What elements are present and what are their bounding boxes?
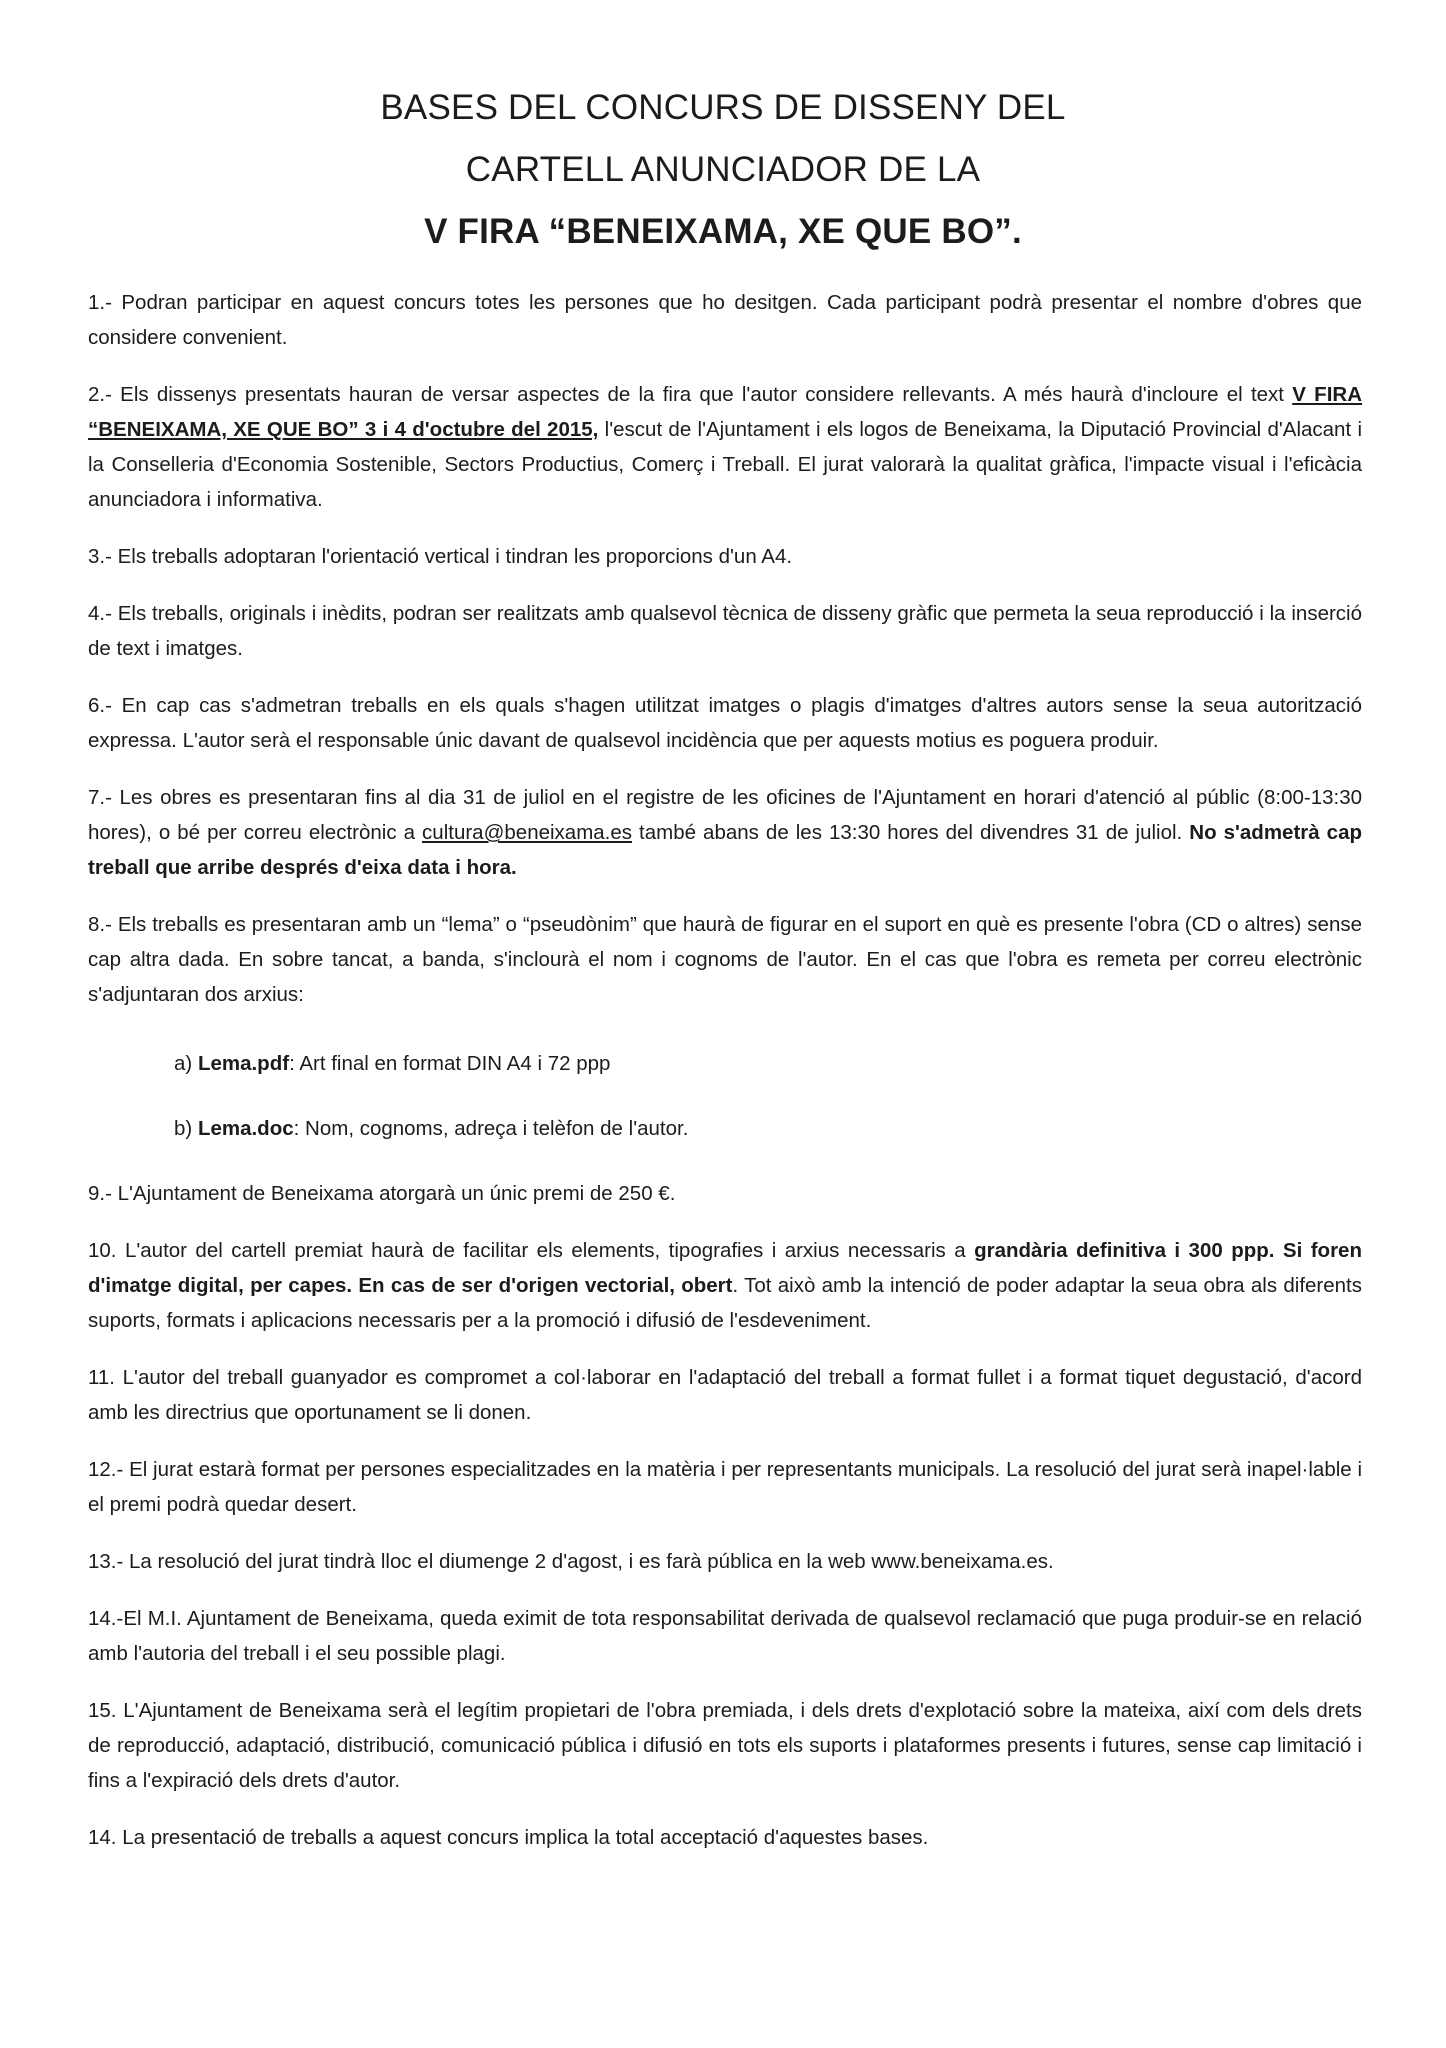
- clause-10: [88, 1233, 1362, 1338]
- clause-6: 6.- En cap cas s'admetran treballs en els quals s'hagen utilitzat imatges o plagis d'imatges d'altres autors sense la seua autorització expressa. L'autor serà el responsable únic davant de qualsevol incidència que per aquests motius es poguera produir.: [88, 694, 1362, 752]
- clause-4: 4.- Els treballs, originals i inèdits, podran ser realitzats amb qualsevol tècnica de disseny gràfic que permeta la seua reproducció i la inserció de text i imatges.: [88, 602, 1362, 660]
- document-title-line-3: V FIRA “BENEIXAMA, XE QUE BO”.: [424, 212, 1022, 251]
- clause-3: 3.- Els treballs adoptaran l'orientació vertical i tindran les proporcions d'un A4.: [88, 545, 793, 568]
- email-link[interactable]: cultura@beneixama.es: [422, 821, 633, 844]
- file-b-description: : Nom, cognoms, adreça i telèfon de l'autor.: [293, 1117, 689, 1140]
- clause-2-text-a: 2.- Els dissenys presentats hauran de versar aspectes de la fira que l'autor considere rellevants. A més haurà d'incloure el text: [88, 383, 1293, 406]
- file-b-name: Lema.doc: [197, 1117, 294, 1140]
- clause-7-text-a: 7.- Les obres es presentaran fins al dia 31 de juliol en el registre de les oficines de l'Ajuntament en horari d'atenció al públic (8:00-13:30 hores), o bé per correu electrònic a: [88, 786, 1362, 844]
- clause-7-deadline-note: No s'admetrà cap treball que arribe després d'eixa data i hora.: [88, 821, 1363, 879]
- clause-8: 8.- Els treballs es presentaran amb un “lema” o “pseudònim” que haurà de figurar en el suport en què es presente l'obra (CD o altres) sense cap altra dada. En sobre tancat, a banda, s'inclourà el nom i cognoms de l'autor. En el cas que l'obra es remeta per correu electrònic s'adjuntaran dos arxius:: [88, 913, 1362, 1006]
- clause-11: 11. L'autor del treball guanyador es compromet a col·laborar en l'adaptació del treball a format fullet i a format tiquet degustació, d'acord amb les directrius que oportunament se li donen.: [88, 1366, 1362, 1424]
- clause-2-text-b: l'escut de l'Ajuntament i els logos de Beneixama, la Diputació Provincial d'Alacant i la Conselleria d'Economia Sostenible, Sectors Productius, Comerç i Treball. El jurat valorarà la qualitat gràfica, l'impacte visual i l'eficàcia anunciadora i informativa.: [88, 418, 1362, 511]
- clause-7-text-b: també abans de les 13:30 hores del divendres 31 de juliol.: [632, 821, 1190, 844]
- clause-10-text-a: 10. L'autor del cartell premiat haurà de facilitar els elements, tipografies i arxius necessaris a: [88, 1239, 975, 1262]
- clause-2-required-text: V FIRA “BENEIXAMA, XE QUE BO” 3 i 4 d'octubre del 2015,: [88, 383, 1362, 441]
- document-title-line-2: CARTELL ANUNCIADOR DE LA: [465, 150, 981, 189]
- clause-13: 13.- La resolució del jurat tindrà lloc el diumenge 2 d'agost, i es farà pública en la web www.beneixama.es.: [88, 1550, 1054, 1573]
- clause-8-file-b: [88, 1111, 1362, 1146]
- file-a-name: Lema.pdf: [197, 1052, 290, 1075]
- clause-10-text-b: . Tot això amb la intenció de poder adaptar la seua obra als diferents suports, formats i aplicacions necessaris per a la promoció i difusió de l'esdeveniment.: [88, 1274, 1362, 1332]
- clause-7: [88, 780, 1362, 885]
- clause-8-file-a: [88, 1046, 1362, 1081]
- file-a-description: : Art final en format DIN A4 i 72 ppp: [289, 1052, 611, 1075]
- clause-15: 15. L'Ajuntament de Beneixama serà el legítim propietari de l'obra premiada, i dels drets d'explotació sobre la mateixa, així com dels drets de reproducció, adaptació, distribució, comunicació pública i difusió en tots els suports i plataformes presents i futures, sense cap limitació i fins a l'expiració dels drets d'autor.: [88, 1699, 1362, 1792]
- document-title-line-1: BASES DEL CONCURS DE DISSENY DEL: [380, 88, 1066, 127]
- clause-12: 12.- El jurat estarà format per persones especialitzades en la matèria i per representants municipals. La resolució del jurat serà inapel·lable i el premi podrà quedar desert.: [88, 1458, 1362, 1516]
- clause-1: 1.- Podran participar en aquest concurs totes les persones que ho desitgen. Cada participant podrà presentar el nombre d'obres que considere convenient.: [88, 291, 1362, 349]
- document-body: [88, 285, 1362, 1877]
- clause-2: [88, 377, 1362, 517]
- clause-10-requirements: grandària definitiva i 300 ppp. Si foren d'imatge digital, per capes. En cas de ser d'origen vectorial, obert: [88, 1239, 1362, 1297]
- clause-9: 9.- L'Ajuntament de Beneixama atorgarà un únic premi de 250 €.: [88, 1182, 676, 1205]
- clause-14-acceptance: 14. La presentació de treballs a aquest concurs implica la total acceptació d'aquestes bases.: [88, 1826, 929, 1849]
- file-b-prefix: b): [174, 1117, 198, 1140]
- clause-14-liability: 14.-El M.I. Ajuntament de Beneixama, queda eximit de tota responsabilitat derivada de qualsevol reclamació que puga produir-se en relació amb l'autoria del treball i el seu possible plagi.: [88, 1607, 1362, 1665]
- file-a-prefix: a): [174, 1052, 198, 1075]
